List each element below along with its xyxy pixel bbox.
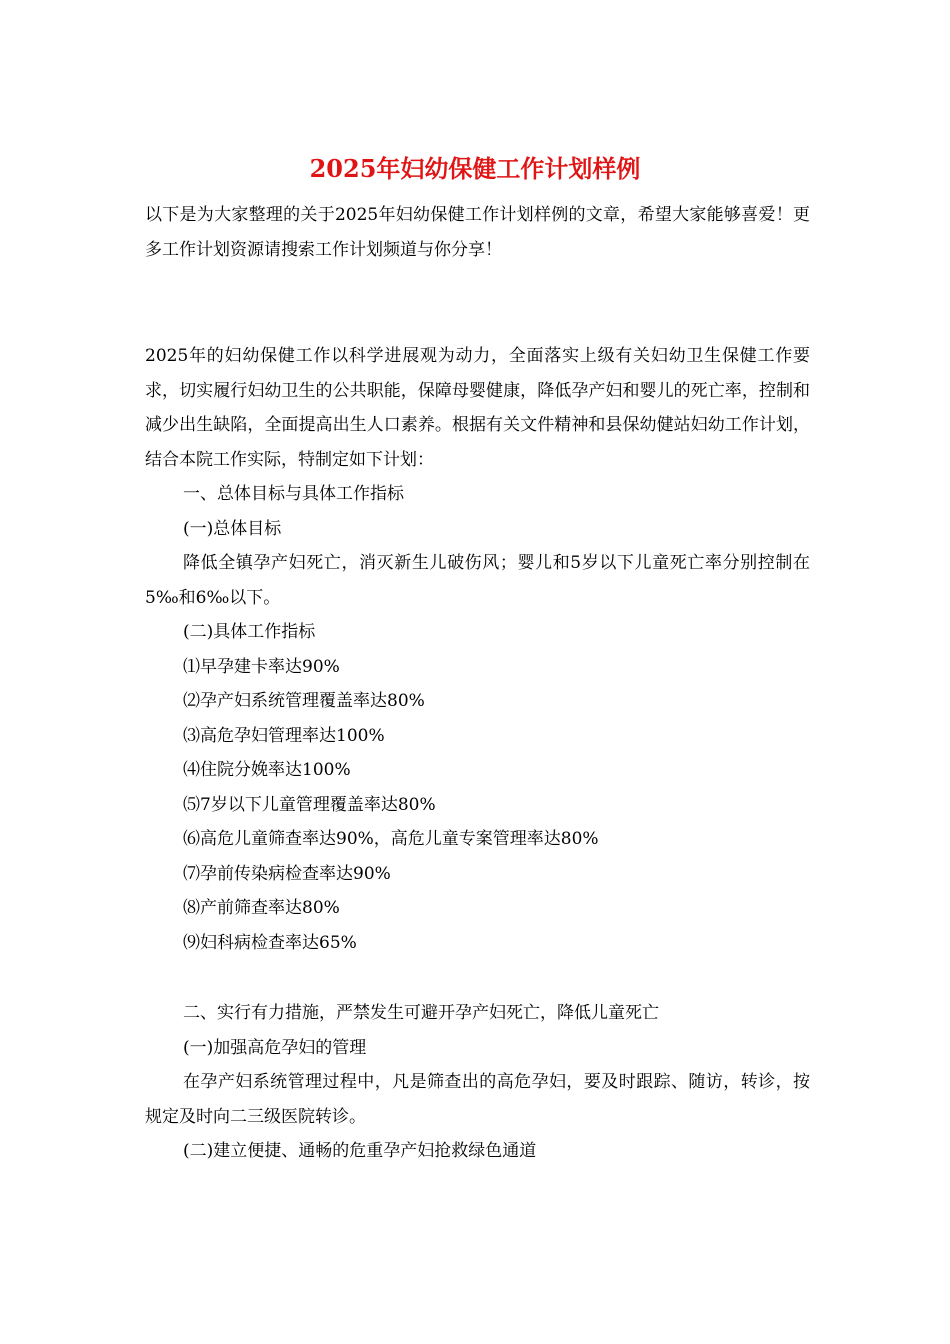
indicator-item: ⑴早孕建卡率达90%: [183, 656, 340, 677]
section1-sub1-text: 降低全镇孕产妇死亡，消灭新生儿破伤风；婴儿和5岁以下儿童死亡率分别控制在5‰和6‰以下。: [145, 553, 810, 608]
indicator-item: ⑼妇科病检查率达65%: [183, 932, 357, 953]
indicator-item: ⑵孕产妇系统管理覆盖率达80%: [183, 691, 425, 711]
indicator-item: ⑷住院分娩率达100%: [183, 760, 351, 780]
indicator-item: ⑹高危儿童筛查率达90%，高危儿童专案管理率达80%: [183, 829, 599, 849]
section1-sub1-heading: (一)总体目标: [183, 518, 282, 539]
indicator-item: ⑺孕前传染病检查率达90%: [183, 863, 391, 884]
section2-sub1-heading: (一)加强高危孕妇的管理: [183, 1037, 367, 1058]
indicator-item: ⑶高危孕妇管理率达100%: [183, 725, 385, 746]
indicator-item: ⑸7岁以下儿童管理覆盖率达80%: [183, 794, 436, 815]
intro-paragraph: 以下是为大家整理的关于2025年妇幼保健工作计划样例的文章，希望大家能够喜爱！更多工作计划资源请搜索工作计划频道与你分享！: [145, 205, 810, 260]
section2-heading: 二、实行有力措施，严禁发生可避开孕产妇死亡，降低儿童死亡: [183, 1003, 659, 1023]
section1-sub2-heading: (二)具体工作指标: [183, 622, 316, 642]
section2-sub2-heading: (二)建立便捷、通畅的危重孕产妇抢救绿色通道: [183, 1141, 537, 1161]
spacer: [145, 960, 810, 996]
document-title: 2025年妇幼保健工作计划样例: [309, 154, 641, 183]
section2-sub1-text: 在孕产妇系统管理过程中，凡是筛查出的高危孕妇，要及时跟踪、随访，转诊，按规定及时向二三级医院转诊。: [145, 1072, 810, 1127]
section1-heading: 一、总体目标与具体工作指标: [183, 484, 404, 504]
indicator-item: ⑻产前筛查率达80%: [183, 898, 340, 918]
document-body: [145, 198, 810, 1169]
spacer: [145, 267, 810, 339]
opening-paragraph: 2025年的妇幼保健工作以科学进展观为动力，全面落实上级有关妇幼卫生保健工作要求，切实履行妇幼卫生的公共职能，保障母婴健康，降低孕产妇和婴儿的死亡率，控制和减少出生缺陷，全面提高出生人口素养。根据有关文件精神和县保幼健站妇幼工作计划，结合本院工作实际，特制定如下计划：: [145, 346, 810, 470]
